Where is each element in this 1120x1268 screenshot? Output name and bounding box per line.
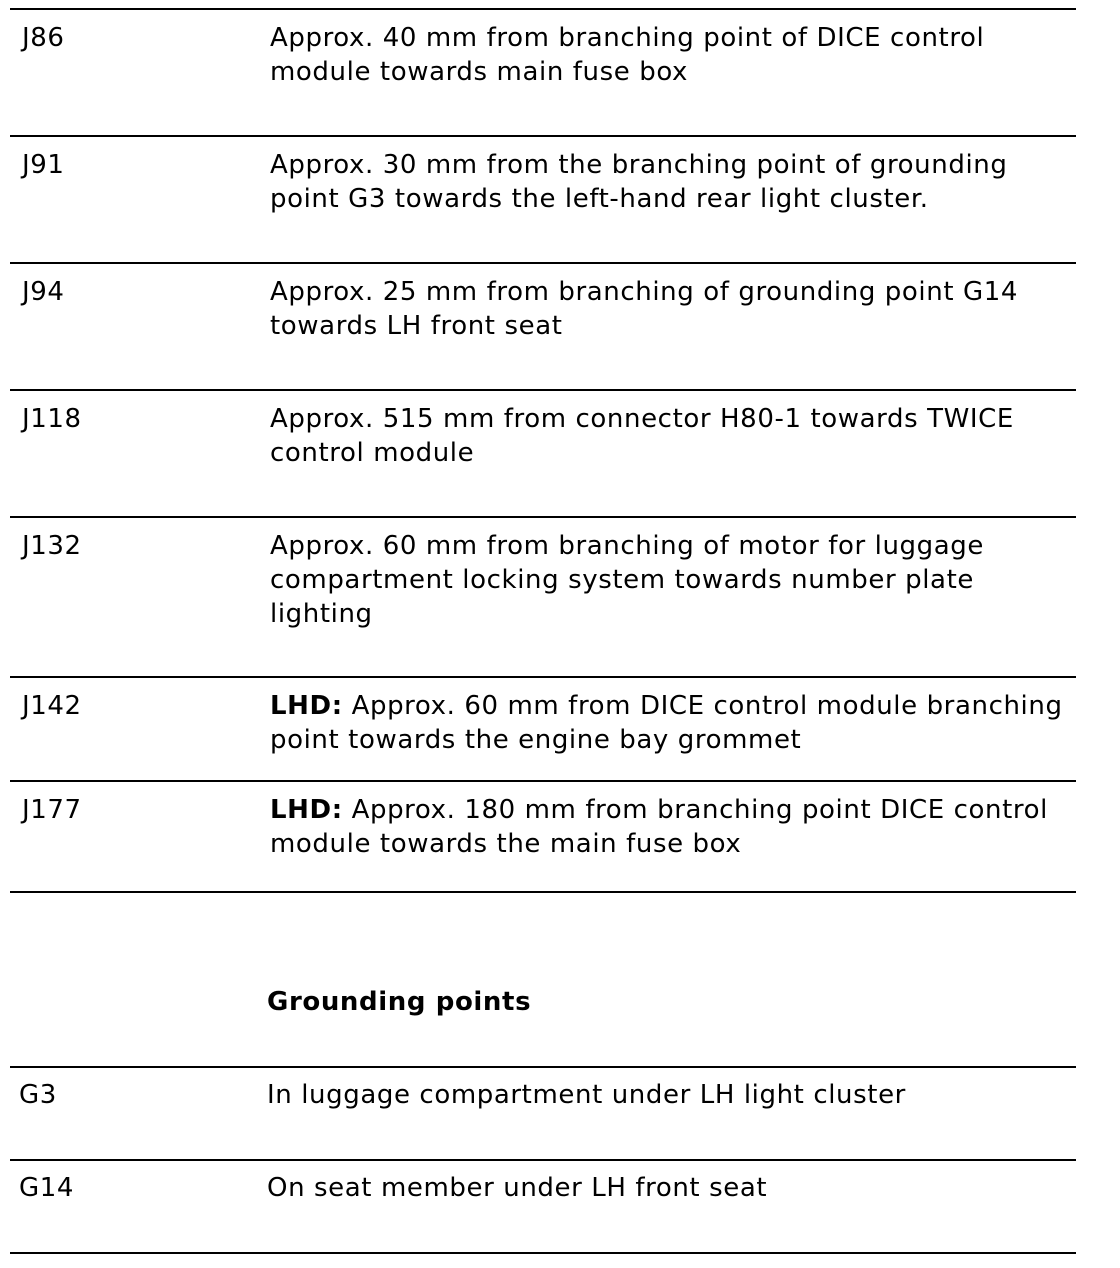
row-divider [10,676,1076,678]
junction-description-text: Approx. 515 mm from connector H80-1 towards TWICE control module [270,404,1014,468]
row-divider [10,891,1076,893]
row-divider [10,135,1076,137]
junction-description [270,275,1070,343]
row-divider [10,516,1076,518]
junction-description-text: Approx. 60 mm from DICE control module branching point towards the engine bay grommet [270,691,1063,755]
junction-description [270,689,1070,757]
junction-description [270,529,1070,631]
junction-prefix: LHD: [270,795,343,825]
junction-description-text: Approx. 25 mm from branching of grounding point G14 towards LH front seat [270,277,1019,341]
junction-description-text: Approx. 30 mm from the branching point of grounding point G3 towards the left-hand rear light cluster. [270,150,1008,214]
grounding-code: G14 [19,1173,75,1203]
grounding-code: G3 [19,1080,57,1110]
junction-description-text: Approx. 60 mm from branching of motor for luggage compartment locking system towards number plate lighting [270,531,984,629]
junction-code: J91 [22,150,65,180]
junction-description [270,793,1070,861]
row-divider [10,262,1076,264]
junction-code: J177 [22,795,82,825]
junction-code: J118 [22,404,82,434]
junction-description-text: Approx. 40 mm from branching point of DICE control module towards main fuse box [270,23,985,87]
junction-code: J142 [22,691,82,721]
section-heading: Grounding points [267,987,532,1017]
grounding-description: In luggage compartment under LH light cluster [267,1080,906,1110]
row-divider [10,780,1076,782]
junction-code: J94 [22,277,65,307]
grounding-description: On seat member under LH front seat [267,1173,768,1203]
row-divider [10,1159,1076,1161]
row-divider [10,1252,1076,1254]
junction-code: J132 [22,531,82,561]
row-divider [10,389,1076,391]
junction-description [270,21,1070,89]
junction-description-text: Approx. 180 mm from branching point DICE control module towards the main fuse box [270,795,1048,859]
junction-description [270,148,1070,216]
row-divider [10,1066,1076,1068]
junction-description [270,402,1070,470]
junction-prefix: LHD: [270,691,343,721]
row-divider [10,8,1076,10]
junction-code: J86 [22,23,65,53]
